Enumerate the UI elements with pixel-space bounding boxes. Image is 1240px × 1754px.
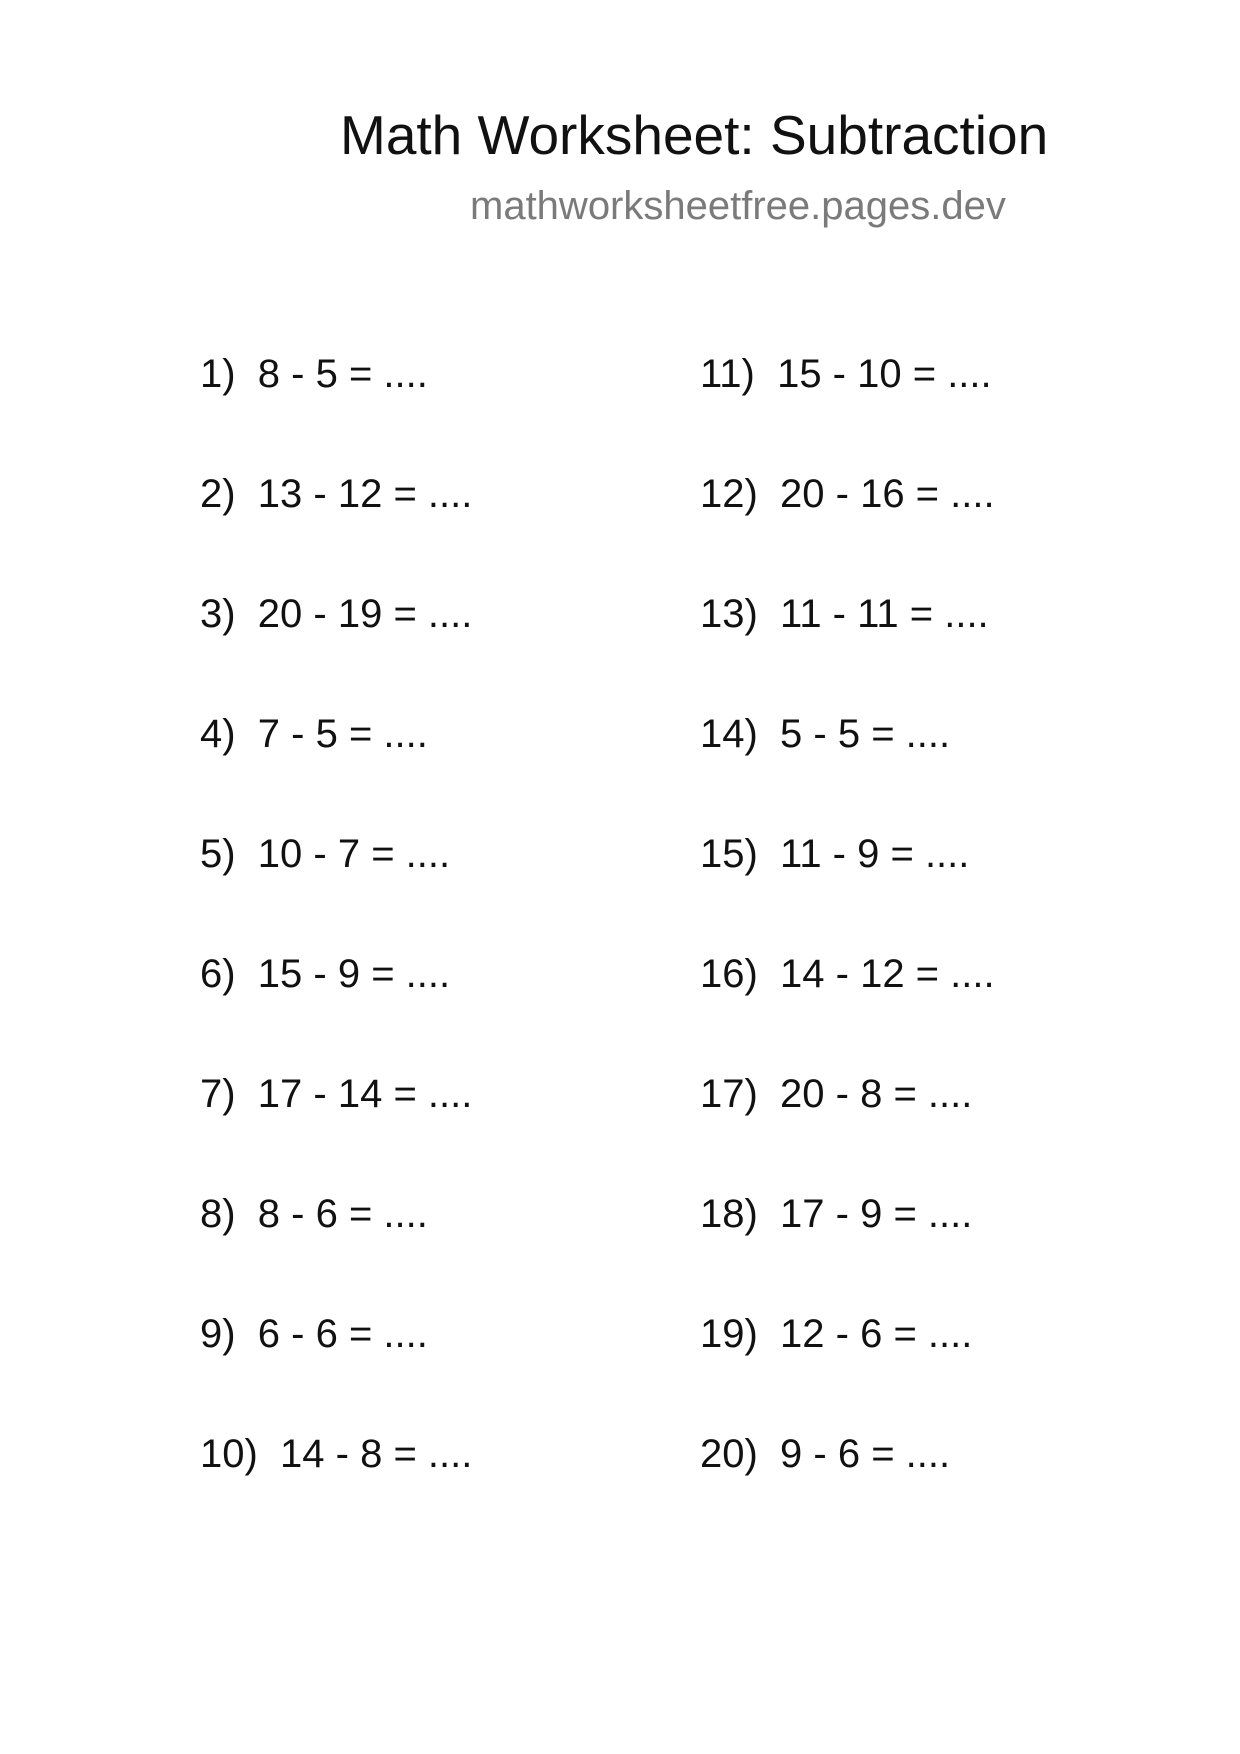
problem-item: 1) 8 - 5 = ....	[200, 352, 428, 396]
problem-item: 12) 20 - 16 = ....	[700, 472, 995, 516]
problem-item: 11) 15 - 10 = ....	[700, 352, 992, 396]
site-url: mathworksheetfree.pages.dev	[470, 184, 1006, 228]
problem-item: 6) 15 - 9 = ....	[200, 952, 451, 996]
problem-item: 4) 7 - 5 = ....	[200, 712, 428, 756]
problem-item: 14) 5 - 5 = ....	[700, 712, 951, 756]
problem-item: 19) 12 - 6 = ....	[700, 1312, 973, 1356]
problem-item: 15) 11 - 9 = ....	[700, 832, 970, 876]
problem-item: 9) 6 - 6 = ....	[200, 1312, 428, 1356]
problem-item: 10) 14 - 8 = ....	[200, 1432, 473, 1476]
problem-item: 20) 9 - 6 = ....	[700, 1432, 951, 1476]
problem-item: 2) 13 - 12 = ....	[200, 472, 473, 516]
problem-item: 18) 17 - 9 = ....	[700, 1192, 973, 1236]
page-title: Math Worksheet: Subtraction	[340, 104, 1049, 166]
problem-item: 7) 17 - 14 = ....	[200, 1072, 473, 1116]
problem-item: 5) 10 - 7 = ....	[200, 832, 451, 876]
problem-item: 8) 8 - 6 = ....	[200, 1192, 428, 1236]
problem-item: 17) 20 - 8 = ....	[700, 1072, 973, 1116]
problem-item: 16) 14 - 12 = ....	[700, 952, 995, 996]
problem-item: 13) 11 - 11 = ....	[700, 592, 989, 636]
problem-column-right	[700, 348, 1160, 1548]
problem-item: 3) 20 - 19 = ....	[200, 592, 473, 636]
problem-column-left	[200, 348, 660, 1548]
